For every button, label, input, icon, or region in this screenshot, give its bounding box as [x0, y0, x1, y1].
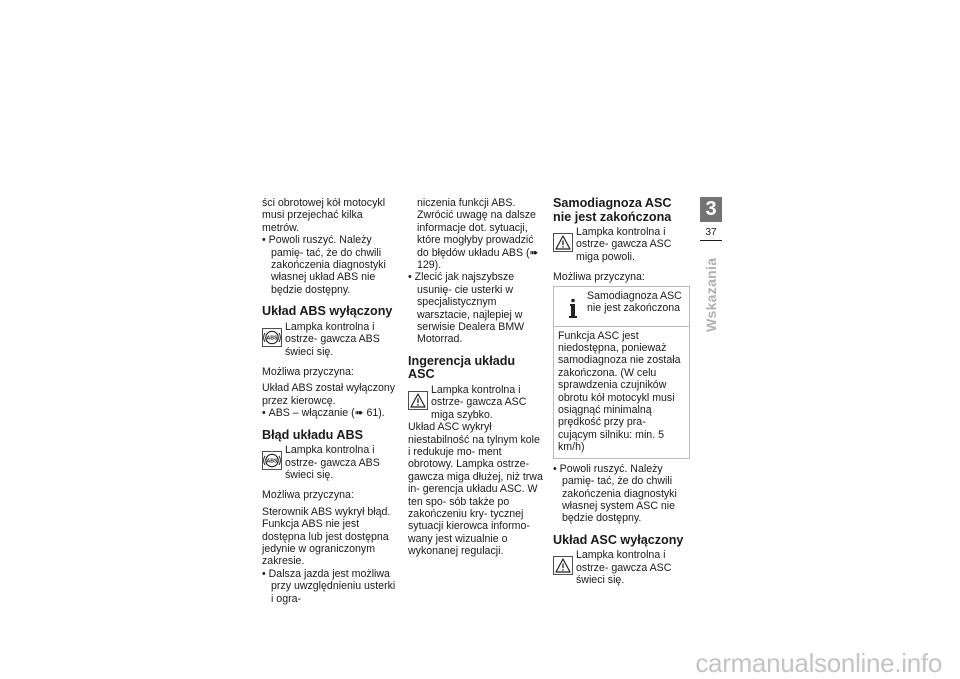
- intro-text: ści obrotowej kół motocykl musi przejechać kilka metrów.: [262, 197, 386, 234]
- column-1: [262, 197, 397, 605]
- continued-text: niczenia funkcji ABS. Zwrócić uwagę na dalsze informacje dot. sytuacji, które mogłyby prowadzić do błędów układu ABS (➠ 129).: [417, 197, 539, 272]
- svg-text:ABS: ABS: [266, 335, 278, 342]
- body-text: Układ ASC wykrył niestabilność na tylnym kole i redukuje mo- ment obrotowy. Lampka ostrze- gawcza miga dłużej, niż trwa in- gerencja układu ASC. W ten spo- sób także po zakończeniu kry- tycznej sytuacji kierowca informo- wany jest wizualnie o wykonanej regulacji.: [408, 421, 543, 558]
- warning-row: [262, 444, 397, 481]
- heading-asc-intervention: Ingerencja układu ASC: [408, 353, 516, 382]
- heading-asc-selfdiag: Samodiagnoza ASC nie jest zakończona: [553, 196, 672, 224]
- svg-text:ABS: ABS: [266, 458, 278, 465]
- column-2: [408, 197, 543, 558]
- page-ref-link[interactable]: 129).: [417, 259, 442, 272]
- chapter-number: 3: [700, 197, 722, 222]
- bullet-item: • Powoli ruszyć. Należy pamię- tać, że do chwili zakończenia diagnostyki własnej system ASC nie będzie dostępny.: [553, 462, 677, 525]
- warning-row: [262, 321, 397, 358]
- warning-text: Lampka kontrolna i ostrze- gawcza ASC miga powoli.: [576, 226, 672, 263]
- abs-warning-icon: [262, 451, 282, 470]
- page-ref-arrow-icon: ➠: [354, 407, 364, 420]
- page-ref-arrow-icon: ➠: [529, 246, 539, 259]
- possible-cause-label: Możliwa przyczyna:: [262, 365, 354, 378]
- info-box-title: Samodiagnoza ASC nie jest zakończona: [587, 289, 682, 315]
- bullet-item: • ABS – włączanie (➠ 61).: [262, 407, 385, 420]
- info-symbol-icon: [562, 298, 584, 320]
- heading-abs-error: Błąd układu ABS: [262, 427, 363, 442]
- warning-row: [553, 226, 690, 263]
- asc-warning-icon: [553, 233, 573, 252]
- page-ref-link[interactable]: 61).: [363, 407, 385, 420]
- info-box-header: [554, 287, 689, 327]
- cause-text: Układ ABS został wyłączony przez kierowcę.: [262, 382, 396, 407]
- info-box: [553, 286, 690, 459]
- chapter-title: Wskazania: [703, 257, 719, 332]
- asc-warning-icon: [408, 391, 428, 410]
- warning-text: Lampka kontrolna i ostrze- gawcza ASC miga szybko.: [431, 383, 527, 421]
- warning-row: [553, 549, 690, 586]
- abs-warning-icon: [262, 328, 282, 347]
- bullet-item: • Powoli ruszyć. Należy pamię- tać, że do chwili zakończenia diagnostyki własnej układ ABS nie będzie dostępny.: [262, 234, 386, 296]
- bullet-item: • Dalsza jazda jest możliwa przy uwzględnieniu usterki i ogra-: [262, 567, 396, 605]
- heading-asc-off: Układ ASC wyłączony: [553, 532, 684, 547]
- cause-text: Sterownik ABS wykrył błąd. Funkcja ABS nie jest dostępna lub jest dostępna jedynie w ograniczonym zakresie.: [262, 505, 391, 568]
- watermark: carmanualsonline.info: [695, 648, 942, 678]
- asc-warning-icon: [553, 556, 573, 575]
- page-number-divider: [700, 240, 722, 241]
- column-3: [553, 197, 690, 594]
- bullet-item: • Zlecić jak najszybsze usunię- cie usterki w specjalistycznym warsztacie, najlepiej w serwisie Dealera BMW Motorrad.: [408, 271, 525, 346]
- warning-text: Lampka kontrolna i ostrze- gawcza ABS świeci się.: [285, 444, 380, 481]
- info-box-body: Funkcja ASC jest niedostępna, ponieważ samodiagnoza nie została zakończona. (W celu sprawdzenia czujników obrotu kół motocykl musi osiągnąć minimalną prędkość przy pra- cującym silniku: min. 5 km/h): [558, 329, 681, 454]
- warning-row: [408, 384, 543, 421]
- heading-abs-off: Układ ABS wyłączony: [262, 304, 393, 319]
- possible-cause-label: Możliwa przyczyna:: [553, 271, 645, 284]
- warning-text: Lampka kontrolna i ostrze- gawcza ABS świeci się.: [285, 320, 380, 358]
- page-number: 37: [705, 227, 717, 238]
- warning-text: Lampka kontrolna i ostrze- gawcza ASC świeci się.: [576, 549, 672, 587]
- possible-cause-label: Możliwa przyczyna:: [262, 489, 354, 502]
